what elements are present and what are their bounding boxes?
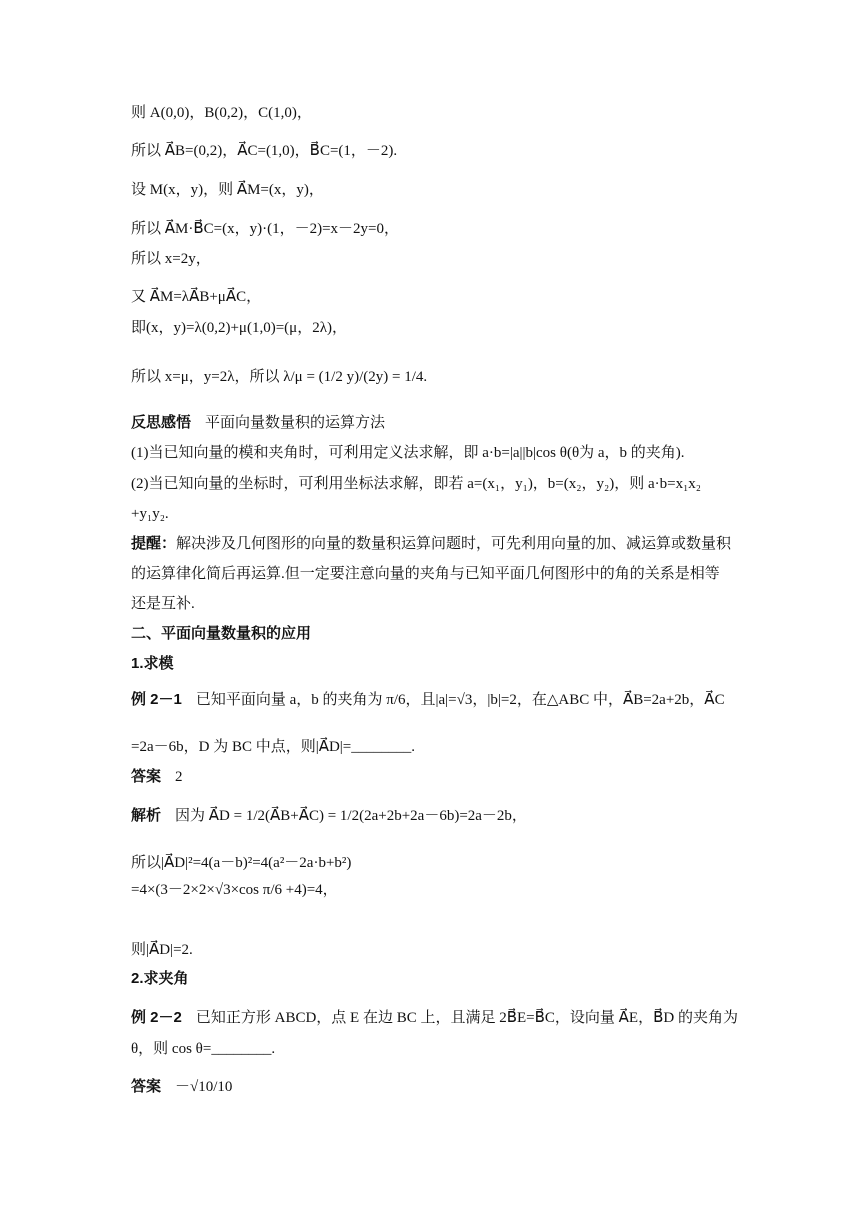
tip-line: 提醒：解决涉及几何图形的向量的数量积运算问题时，可先利用向量的加、减运算或数量积	[131, 535, 732, 552]
text-line: θ，则 cos θ=________.	[131, 1041, 276, 1057]
text-line: 所以|A⃗D|²=4(a－b)²=4(a²－2a·b+b²)	[131, 855, 352, 871]
text-line: 所以 x=2y，	[131, 251, 211, 267]
text-line: 则|A⃗D|=2.	[131, 942, 193, 958]
analysis-label: 解析	[131, 807, 162, 824]
analysis-line: 解析 因为 A⃗D = 1/2(A⃗B+A⃗C) = 1/2(2a+2b+2a－6b)=2a－2b，	[131, 807, 527, 824]
answer-line: 答案 －√10/10	[131, 1078, 233, 1095]
text-line: 又 A⃗M=λA⃗B+μA⃗C，	[131, 289, 262, 305]
answer-line: 答案 2	[131, 768, 183, 785]
subsection-heading: 1.求模	[131, 655, 174, 672]
text-line: 所以 A⃗B=(0,2)，A⃗C=(1,0)，B⃗C=(1，－2).	[131, 143, 398, 159]
answer-label: 答案	[131, 1078, 162, 1095]
text-line: 还是互补.	[131, 596, 195, 612]
example-label: 例 2－1	[131, 691, 182, 708]
text-line: 即(x，y)=λ(0,2)+μ(1,0)=(μ，2λ)，	[131, 320, 347, 336]
reflect-title: 平面向量数量积的运算方法	[205, 415, 386, 431]
text-line: =4×(3－2×2×√3×cos π/6 +4)=4，	[131, 882, 338, 898]
tip-label: 提醒：	[131, 535, 177, 552]
text-line: +y₁y₂.	[131, 506, 169, 522]
text-line: (2)当已知向量的坐标时，可利用坐标法求解，即若 a=(x₁，y₁)，b=(x₂，y₂)，则 a·b=x₁x₂	[131, 476, 702, 492]
example-line: 例 2－1 已知平面向量 a，b 的夹角为 π/6，且|a|=√3，|b|=2，在△ABC 中，A⃗B=2a+2b，A⃗C	[131, 691, 725, 708]
text-line: 设 M(x，y)，则 A⃗M=(x，y)，	[131, 182, 324, 198]
subsection-heading: 2.求夹角	[131, 970, 189, 987]
text-line: 所以 x=μ，y=2λ，所以 λ/μ = (1/2 y)/(2y) = 1/4.	[131, 369, 428, 385]
reflect-label: 反思感悟	[131, 414, 192, 431]
text-line: 所以 A⃗M·B⃗C=(x，y)·(1，－2)=x－2y=0，	[131, 221, 399, 237]
section-heading: 二、平面向量数量积的应用	[131, 625, 312, 642]
text-line: 则 A(0,0)，B(0,2)，C(1,0)，	[131, 105, 312, 121]
example-line: 例 2－2 已知正方形 ABCD，点 E 在边 BC 上，且满足 2B⃗E=B⃗C，设向量 A⃗E，B⃗D 的夹角为	[131, 1009, 738, 1026]
answer-label: 答案	[131, 768, 162, 785]
example-label: 例 2－2	[131, 1009, 182, 1026]
reflection-heading	[131, 413, 385, 433]
text-line: =2a－6b，D 为 BC 中点，则|A⃗D|=________.	[131, 739, 416, 755]
text-line: 的运算律化简后再运算.但一定要注意向量的夹角与已知平面几何图形中的角的关系是相等	[131, 566, 720, 582]
text-line: (1)当已知向量的模和夹角时，可利用定义法求解，即 a·b=|a||b|cos θ(θ为 a，b 的夹角).	[131, 445, 685, 461]
